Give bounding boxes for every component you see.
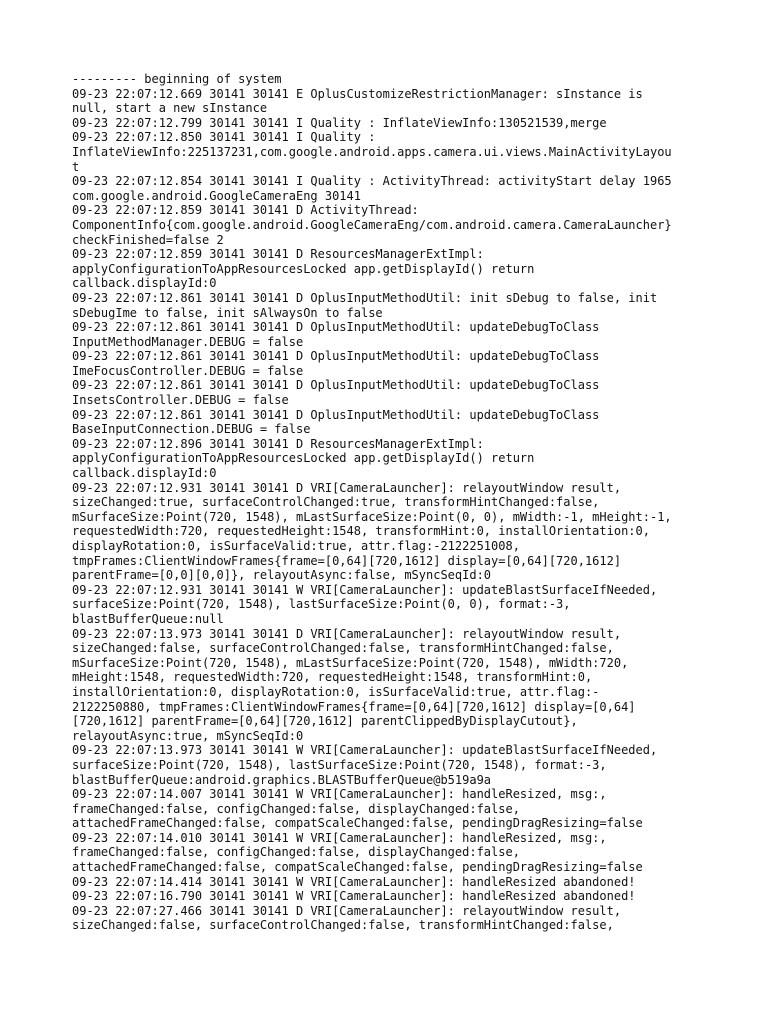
log-line: 09-23 22:07:12.931 30141 30141 W VRI[CameraLauncher]: updateBlastSurfaceIfNeeded,: [72, 582, 658, 597]
log-line: 09-23 22:07:12.861 30141 30141 D OplusInputMethodUtil: updateDebugToClass: [72, 407, 600, 422]
log-line: surfaceSize:Point(720, 1548), lastSurfaceSize:Point(720, 1548), format:-3,: [72, 757, 607, 772]
log-line: t: [72, 159, 80, 174]
log-line: sizeChanged:false, surfaceControlChanged:false, transformHintChanged:false,: [72, 641, 614, 656]
log-line: attachedFrameChanged:false, compatScaleChanged:false, pendingDragResizing=false: [72, 816, 643, 831]
log-line: applyConfigurationToAppResourcesLocked app.getDisplayId() return: [72, 261, 535, 276]
log-line: mHeight:1548, requestedWidth:720, requestedHeight:1548, transformHint:0,: [72, 670, 593, 685]
log-line: 09-23 22:07:27.466 30141 30141 D VRI[CameraLauncher]: relayoutWindow result,: [72, 903, 622, 918]
log-line: 09-23 22:07:12.896 30141 30141 D ResourcesManagerExtImpl:: [72, 436, 484, 451]
log-line: checkFinished=false 2: [72, 232, 224, 247]
log-line: InsetsController.DEBUG = false: [72, 393, 289, 408]
log-line: 09-23 22:07:13.973 30141 30141 D VRI[CameraLauncher]: relayoutWindow result,: [72, 626, 622, 641]
log-line: 09-23 22:07:14.010 30141 30141 W VRI[CameraLauncher]: handleResized, msg:,: [72, 830, 607, 845]
log-line: 09-23 22:07:14.007 30141 30141 W VRI[CameraLauncher]: handleResized, msg:,: [72, 787, 607, 802]
log-line: surfaceSize:Point(720, 1548), lastSurfaceSize:Point(0, 0), format:-3,: [72, 597, 571, 612]
log-line: 09-23 22:07:12.931 30141 30141 D VRI[CameraLauncher]: relayoutWindow result,: [72, 480, 622, 495]
log-line: 09-23 22:07:12.854 30141 30141 I Quality : ActivityThread: activityStart delay 1965: [72, 174, 672, 189]
log-line: 2122250880, tmpFrames:ClientWindowFrames{frame=[0,64][720,1612] display=[0,64]: [72, 699, 636, 714]
log-line: 09-23 22:07:12.850 30141 30141 I Quality :: [72, 130, 376, 145]
log-line: frameChanged:false, configChanged:false, displayChanged:false,: [72, 845, 520, 860]
log-line: frameChanged:false, configChanged:false, displayChanged:false,: [72, 801, 520, 816]
log-line: blastBufferQueue:android.graphics.BLASTBufferQueue@b519a9a: [72, 772, 492, 787]
log-line: [720,1612] parentFrame=[0,64][720,1612] parentClippedByDisplayCutout},: [72, 714, 578, 729]
log-line: applyConfigurationToAppResourcesLocked app.getDisplayId() return: [72, 451, 535, 466]
log-line: sizeChanged:false, surfaceControlChanged:false, transformHintChanged:false,: [72, 918, 614, 933]
log-line: requestedWidth:720, requestedHeight:1548, transformHint:0, installOrientation:0,: [72, 524, 650, 539]
log-line: 09-23 22:07:12.861 30141 30141 D OplusInputMethodUtil: updateDebugToClass: [72, 320, 600, 335]
log-line: mSurfaceSize:Point(720, 1548), mLastSurfaceSize:Point(720, 1548), mWidth:720,: [72, 655, 629, 670]
log-line: sizeChanged:true, surfaceControlChanged:true, transformHintChanged:false,: [72, 495, 600, 510]
log-line: 09-23 22:07:12.669 30141 30141 E OplusCustomizeRestrictionManager: sInstance is: [72, 86, 643, 101]
log-page: [72, 72, 700, 952]
log-line: 09-23 22:07:12.861 30141 30141 D OplusInputMethodUtil: init sDebug to false, init: [72, 290, 658, 305]
log-line: tmpFrames:ClientWindowFrames{frame=[0,64][720,1612] display=[0,64][720,1612]: [72, 553, 622, 568]
log-line: sDebugIme to false, init sAlwaysOn to false: [72, 305, 383, 320]
log-line: relayoutAsync:true, mSyncSeqId:0: [72, 728, 304, 743]
log-line: displayRotation:0, isSurfaceValid:true, attr.flag:-2122251008,: [72, 539, 520, 553]
log-line: blastBufferQueue:null: [72, 611, 224, 626]
log-line: 09-23 22:07:14.414 30141 30141 W VRI[CameraLauncher]: handleResized abandoned!: [72, 874, 636, 889]
log-line: 09-23 22:07:12.799 30141 30141 I Quality : InflateViewInfo:130521539,merge: [72, 115, 607, 130]
log-line: BaseInputConnection.DEBUG = false: [72, 422, 311, 437]
log-line: 09-23 22:07:16.790 30141 30141 W VRI[CameraLauncher]: handleResized abandoned!: [72, 889, 636, 904]
log-line: 09-23 22:07:12.861 30141 30141 D OplusInputMethodUtil: updateDebugToClass: [72, 378, 600, 393]
log-line: attachedFrameChanged:false, compatScaleChanged:false, pendingDragResizing=false: [72, 860, 643, 875]
log-line: 09-23 22:07:13.973 30141 30141 W VRI[CameraLauncher]: updateBlastSurfaceIfNeeded,: [72, 743, 658, 758]
log-line: InputMethodManager.DEBUG = false: [72, 334, 304, 349]
log-line: 09-23 22:07:12.861 30141 30141 D OplusInputMethodUtil: updateDebugToClass: [72, 349, 600, 364]
log-line: parentFrame=[0,0][0,0]}, relayoutAsync:false, mSyncSeqId:0: [72, 568, 492, 583]
log-line: InflateViewInfo:225137231,com.google.android.apps.camera.ui.views.MainActivityLayou: [72, 144, 672, 159]
log-line: 09-23 22:07:12.859 30141 30141 D ActivityThread:: [72, 203, 419, 218]
log-line: ImeFocusController.DEBUG = false: [72, 363, 304, 378]
log-line: null, start a new sInstance: [72, 101, 268, 116]
log-line: callback.displayId:0: [72, 276, 217, 291]
log-line: ComponentInfo{com.google.android.GoogleCameraEng/com.android.camera.CameraLauncher}: [72, 217, 672, 232]
log-line: com.google.android.GoogleCameraEng 30141: [72, 188, 361, 203]
log-line: mSurfaceSize:Point(720, 1548), mLastSurfaceSize:Point(0, 0), mWidth:-1, mHeight:-1,: [72, 509, 672, 524]
log-line: installOrientation:0, displayRotation:0, isSurfaceValid:true, attr.flag:-: [72, 684, 600, 699]
log-line: --------- beginning of system: [72, 72, 282, 86]
log-text: [72, 72, 700, 933]
log-line: 09-23 22:07:12.859 30141 30141 D ResourcesManagerExtImpl:: [72, 247, 484, 262]
log-line: callback.displayId:0: [72, 466, 217, 481]
